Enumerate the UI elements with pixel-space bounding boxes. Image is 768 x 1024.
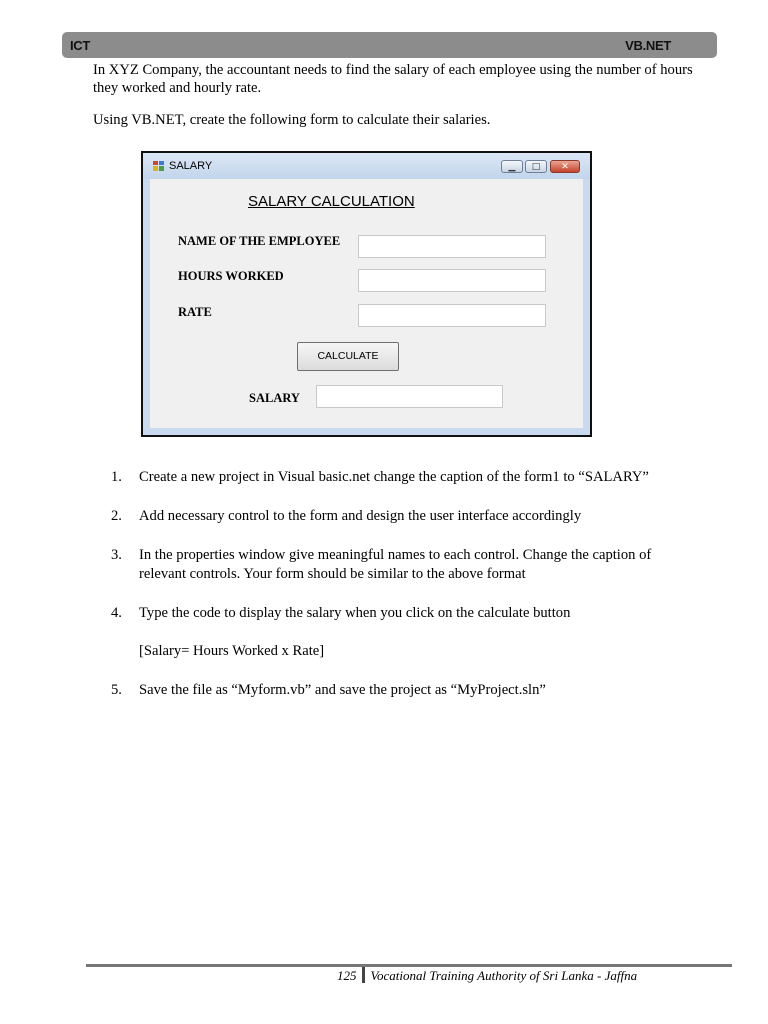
form-client-area [150, 179, 583, 428]
salary-formula: [Salary= Hours Worked x Rate] [139, 643, 325, 659]
intro-paragraph: In XYZ Company, the accountant needs to find the salary of each employee using the number of hours they worked and hourly rate. [93, 62, 693, 96]
employee-name-input[interactable] [358, 235, 546, 258]
step-text: In the properties window give meaningful names to each control. Change the caption of relevant controls. Your form should be similar to the above format [139, 547, 652, 582]
app-icon [153, 161, 164, 171]
window-title: SALARY [169, 160, 213, 172]
page-footer [337, 967, 637, 984]
hours-worked-label: HOURS WORKED [178, 269, 284, 283]
minimize-icon[interactable]: ▁ [501, 160, 523, 173]
page-number: 125 [337, 968, 357, 983]
instruction-paragraph: Using VB.NET, create the following form to calculate their salaries. [93, 112, 491, 128]
footer-divider [362, 967, 365, 983]
step-number: 5. [111, 682, 122, 698]
calculate-button[interactable]: CALCULATE [297, 342, 399, 371]
step-text: Add necessary control to the form and design the user interface accordingly [139, 508, 582, 524]
page-header [62, 32, 717, 58]
step-text: Create a new project in Visual basic.net change the caption of the form1 to “SALARY” [139, 469, 649, 485]
rate-label: RATE [178, 305, 212, 319]
step-number: 4. [111, 605, 122, 621]
window-titlebar [143, 153, 590, 179]
rate-input[interactable] [358, 304, 546, 327]
step-number: 1. [111, 469, 122, 485]
step-number: 2. [111, 508, 122, 524]
employee-name-label: NAME OF THE EMPLOYEE [178, 234, 341, 248]
header-left: ICT [70, 38, 91, 53]
salary-output[interactable] [316, 385, 503, 408]
footer-text: Vocational Training Authority of Sri Lanka - Jaffna [370, 968, 638, 983]
salary-label: SALARY [249, 391, 300, 405]
header-right: VB.NET [625, 38, 671, 53]
step-text: Save the file as “Myform.vb” and save the project as “MyProject.sln” [139, 682, 546, 698]
step-number: 3. [111, 547, 122, 563]
maximize-icon[interactable]: □ [525, 160, 547, 173]
close-icon[interactable]: ✕ [550, 160, 580, 173]
salary-form-window [141, 151, 592, 437]
step-text: Type the code to display the salary when you click on the calculate button [139, 605, 571, 621]
hours-worked-input[interactable] [358, 269, 546, 292]
form-heading: SALARY CALCULATION [248, 193, 415, 210]
